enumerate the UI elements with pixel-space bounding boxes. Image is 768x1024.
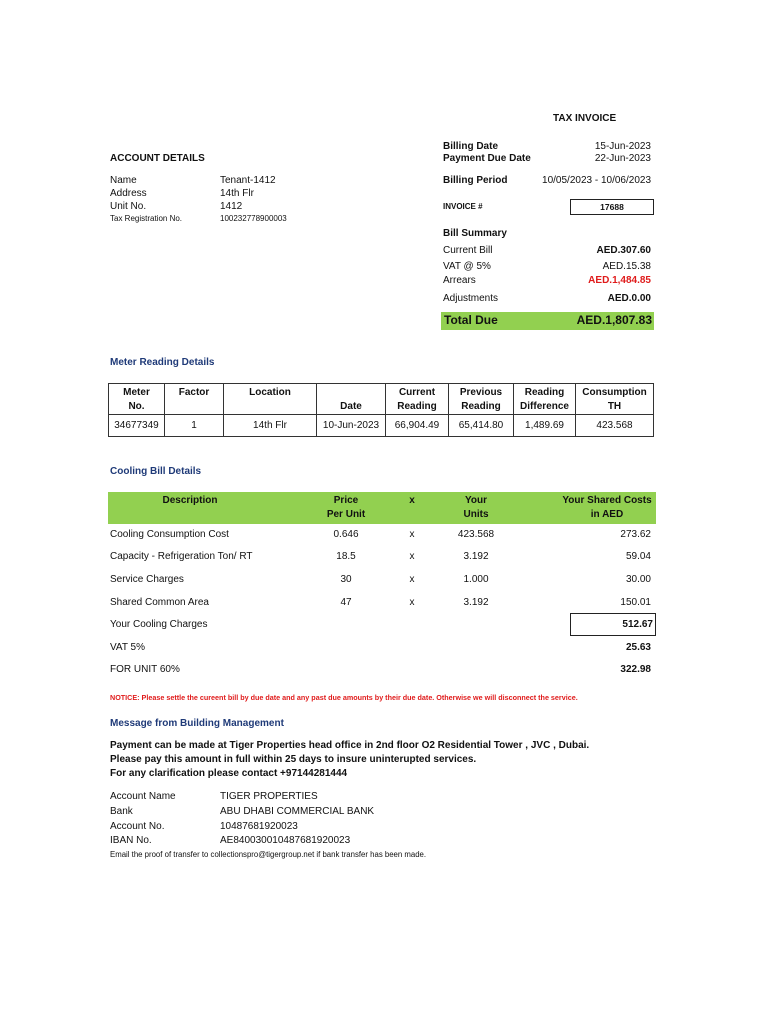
bill-summary-heading: Bill Summary (443, 228, 507, 239)
row-price: 18.5 (336, 551, 356, 562)
account-name-label: Account Name (110, 791, 176, 802)
name-label: Name (110, 175, 137, 186)
notice-text: NOTICE: Please settle the cureent bill by due date and any past due amounts by their due date. Otherwise we will disconnect the service. (110, 693, 578, 702)
account-name-value: TIGER PROPERTIES (220, 791, 318, 802)
unit-label: Unit No. (110, 201, 147, 212)
col-meter-no: Meter No. (109, 384, 165, 415)
col-cost-line1: Your Shared Costs (562, 495, 652, 506)
table-row (109, 415, 654, 437)
col-current-reading: Current Reading (386, 384, 449, 415)
cooling-heading: Cooling Bill Details (110, 466, 202, 477)
meter-table-header (109, 384, 654, 415)
cell-reading-difference: 1,489.69 (514, 415, 576, 437)
current-bill-label: Current Bill (443, 245, 493, 256)
col-cost-line2: in AED (590, 509, 624, 520)
col-previous-reading: Previous Reading (449, 384, 514, 415)
row-desc: Service Charges (110, 574, 184, 585)
email-note: Email the proof of transfer to collectionspro@tigergroup.net if bank transfer has been made. (110, 850, 427, 859)
billing-date-label: Billing Date (443, 141, 499, 152)
row-cost: 59.04 (625, 551, 651, 562)
row-price: 0.646 (333, 529, 359, 540)
invoice-label: INVOICE # (443, 202, 483, 211)
due-date-label: Payment Due Date (443, 153, 531, 164)
address-label: Address (110, 188, 147, 199)
row-price: 47 (340, 597, 352, 608)
page-title: TAX INVOICE (553, 113, 617, 124)
trn-label: Tax Registration No. (110, 214, 183, 223)
unit-share-label: FOR UNIT 60% (110, 664, 180, 675)
cell-consumption: 423.568 (576, 415, 654, 437)
message-line-1: Payment can be made at Tiger Properties head office in 2nd floor O2 Residential Tower , JVC , Dubai. (110, 740, 590, 751)
arrears-label: Arrears (443, 275, 476, 286)
col-date: Date (317, 384, 386, 415)
due-date: 22-Jun-2023 (594, 153, 651, 164)
cooling-charges-box (570, 613, 656, 636)
billing-period: 10/05/2023 - 10/06/2023 (542, 175, 651, 186)
row-desc: Capacity - Refrigeration Ton/ RT (110, 551, 253, 562)
adjustments-label: Adjustments (443, 293, 499, 304)
tenant-name: Tenant-1412 (220, 175, 276, 186)
address-value: 14th Flr (220, 188, 254, 199)
total-due-bar (441, 312, 654, 330)
row-units: 3.192 (463, 551, 489, 562)
meter-heading: Meter Reading Details (110, 357, 215, 368)
cell-current-reading: 66,904.49 (386, 415, 449, 437)
billing-date: 15-Jun-2023 (594, 141, 651, 152)
message-heading: Message from Building Management (110, 718, 284, 729)
col-description: Description (162, 495, 218, 506)
cooling-charges-value: 512.67 (622, 619, 653, 630)
row-desc: Cooling Consumption Cost (110, 529, 229, 540)
row-units: 423.568 (457, 529, 495, 540)
col-consumption: Consumption TH (576, 384, 654, 415)
message-line-2: Please pay this amount in full within 25 days to insure uninterupted services. (110, 754, 477, 765)
col-factor: Factor (165, 384, 224, 415)
row-x: x (409, 597, 415, 608)
total-due-value: AED.1,807.83 (576, 313, 652, 327)
bank-value: ABU DHABI COMMERCIAL BANK (220, 806, 375, 817)
row-desc: Shared Common Area (110, 597, 209, 608)
col-location: Location (224, 384, 317, 415)
iban-value: AE840030010487681920023 (220, 835, 351, 846)
cell-location: 14th Flr (224, 415, 317, 437)
cooling-vat-value: 25.63 (625, 642, 651, 653)
current-bill-value: AED.307.60 (596, 245, 651, 256)
unit-share-value: 322.98 (620, 664, 651, 675)
row-x: x (409, 529, 415, 540)
row-units: 3.192 (463, 597, 489, 608)
cooling-charges-label: Your Cooling Charges (110, 619, 208, 630)
bank-label: Bank (110, 806, 133, 817)
total-due-label: Total Due (444, 313, 498, 327)
row-cost: 273.62 (620, 529, 651, 540)
iban-label: IBAN No. (110, 835, 152, 846)
account-no-label: Account No. (110, 821, 165, 832)
cell-meter-no: 34677349 (109, 415, 165, 437)
vat-value: AED.15.38 (602, 261, 651, 272)
invoice-number-box (570, 199, 654, 215)
col-reading-difference: Reading Difference (514, 384, 576, 415)
col-x: x (409, 495, 415, 506)
cell-previous-reading: 65,414.80 (449, 415, 514, 437)
cell-factor: 1 (165, 415, 224, 437)
adjustments-value: AED.0.00 (607, 293, 651, 304)
trn-value: 100232778900003 (220, 214, 287, 223)
vat-label: VAT @ 5% (443, 261, 491, 272)
row-units: 1.000 (463, 574, 489, 585)
account-no-value: 10487681920023 (220, 821, 298, 832)
unit-value: 1412 (220, 201, 243, 212)
row-x: x (409, 551, 415, 562)
col-units-line2: Units (463, 509, 489, 520)
col-price-line2: Per Unit (326, 509, 366, 520)
row-x: x (409, 574, 415, 585)
col-price-line1: Price (333, 495, 359, 506)
arrears-value: AED.1,484.85 (588, 275, 651, 286)
meter-table (108, 383, 654, 437)
message-line-3: For any clarification please contact +97144281444 (110, 768, 348, 779)
invoice-number: 17688 (600, 202, 624, 212)
row-price: 30 (340, 574, 352, 585)
row-cost: 150.01 (620, 597, 651, 608)
col-units-line1: Your (464, 495, 488, 506)
cell-date: 10-Jun-2023 (317, 415, 386, 437)
account-details-heading: ACCOUNT DETAILS (110, 153, 205, 164)
cooling-vat-label: VAT 5% (110, 642, 146, 653)
row-cost: 30.00 (625, 574, 651, 585)
billing-period-label: Billing Period (443, 175, 508, 186)
